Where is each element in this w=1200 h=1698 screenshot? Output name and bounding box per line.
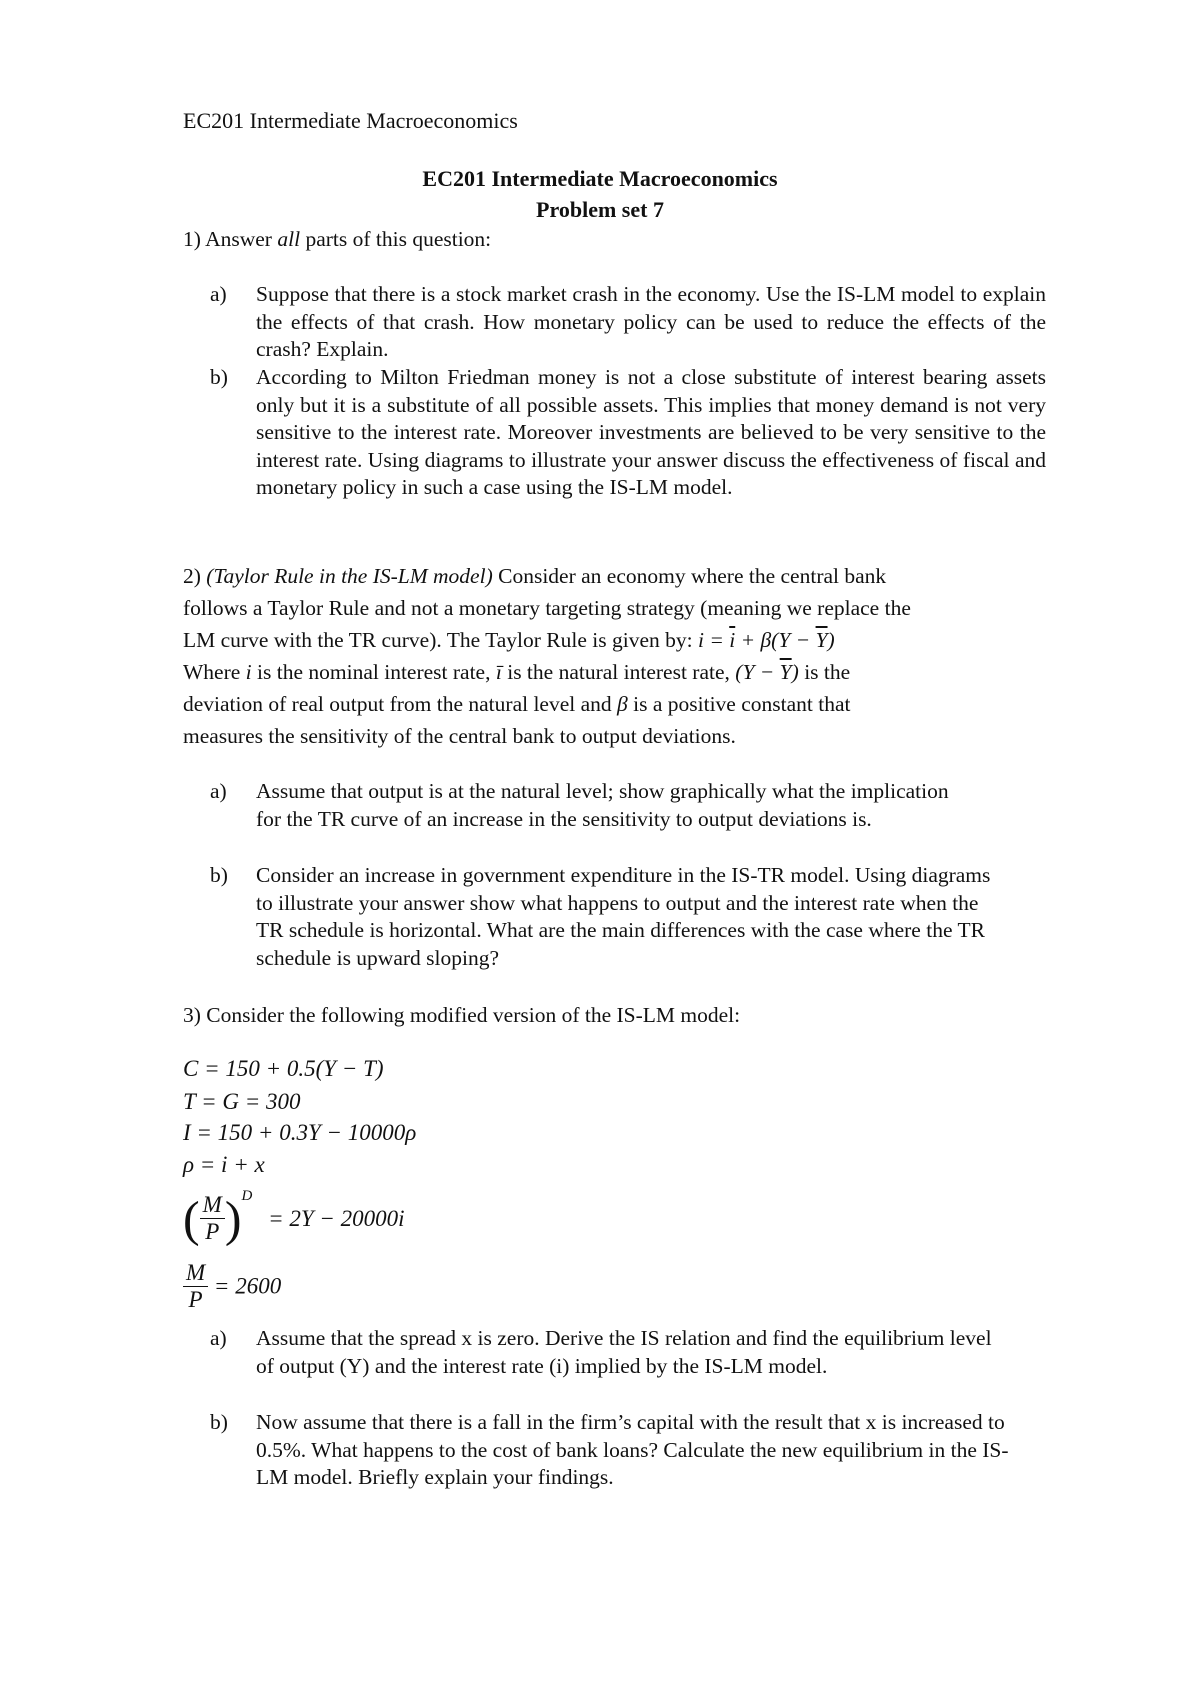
item-text: Assume that the spread x is zero. Derive the IS relation and find the equilibrium level of output (Y) and the interest rate (i) implied by the IS-LM model. <box>256 1326 992 1378</box>
question-3b <box>210 1409 1050 1493</box>
document-subtitle: Problem set 7 <box>536 197 664 222</box>
item-label: b) <box>210 365 228 389</box>
question-3a <box>210 1325 1050 1409</box>
item-label: a) <box>210 1326 227 1350</box>
question-2b <box>210 862 1050 974</box>
item-label: a) <box>210 779 227 803</box>
equation-consumption: C = 150 + 0.5(Y − T) <box>183 1056 384 1081</box>
item-text: Suppose that there is a stock market crash in the economy. Use the IS-LM model to explain the effects of that crash. How monetary policy can be used to reduce the effects of the crash? Explain. <box>256 282 1046 361</box>
question-1b <box>210 364 1050 529</box>
item-text: Assume that output is at the natural level; show graphically what the implication for the TR curve of an increase in the sensitivity to output deviations is. <box>256 779 949 831</box>
question-2a <box>210 778 1050 862</box>
taylor-rule-formula: $i = \overline{i} + \beta(Y - \overline{Y})$ <box>698 628 835 652</box>
question-2-intro: 2) (Taylor Rule in the IS-LM model) Consider an economy where the central bank follows a Taylor Rule and not a monetary targeting strategy (meaning we replace the LM curve with the TR curve). The Taylor Rule is given by: $i = \overline{i} + \beta(Y - \overline{Y})$ Where i is the nominal interest rate, ī is the natural interest rate, $(Y - \overline{Y})$ is the deviation of real output from the natural level and β is a positive constant that measures the sensitivity of the central bank to output deviations. <box>183 564 911 748</box>
question-1-intro: 1) Answer all parts of this question: <box>183 227 492 251</box>
item-text: Consider an increase in government expenditure in the IS-TR model. Using diagrams to illustrate your answer show what happens to output and the interest rate when the TR schedule is horizontal. What are the main differences with the case where the TR schedule is upward sloping? <box>256 863 991 970</box>
item-text: According to Milton Friedman money is not a close substitute of interest bearing assets only but it is a substitute of all possible assets. This implies that money demand is not very sensitive to the interest rate. Moreover investments are believed to be very sensitive to the interest rate. Using diagrams to illustrate your answer discuss the effectiveness of fiscal and monetary policy in such a case using the IS-LM model. <box>256 365 1046 499</box>
equation-investment: I = 150 + 0.3Y − 10000ρ <box>183 1120 417 1145</box>
page-header: EC201 Intermediate Macroeconomics <box>183 108 518 133</box>
item-label: a) <box>210 282 227 306</box>
equation-tax-gov: T = G = 300 <box>183 1089 301 1114</box>
item-label: b) <box>210 1410 228 1434</box>
document-title: EC201 Intermediate Macroeconomics <box>422 166 778 191</box>
question-3-intro: 3) Consider the following modified version of the IS-LM model: <box>183 1003 741 1027</box>
equation-spread: ρ = i + x <box>183 1152 265 1177</box>
item-label: b) <box>210 863 228 887</box>
equation-money-supply: $\frac{M}{P}$ = 2600 <box>183 1260 281 1313</box>
question-1a <box>210 281 1050 365</box>
item-text: Now assume that there is a fall in the firm’s capital with the result that x is increased to 0.5%. What happens to the cost of bank loans? Calculate the new equilibrium in the IS-LM model. Briefly explain your findings. <box>256 1410 1009 1489</box>
equation-money-demand: ( $\frac{M}{P}$ )$^D$ = 2Y − 20000i <box>183 1188 405 1247</box>
